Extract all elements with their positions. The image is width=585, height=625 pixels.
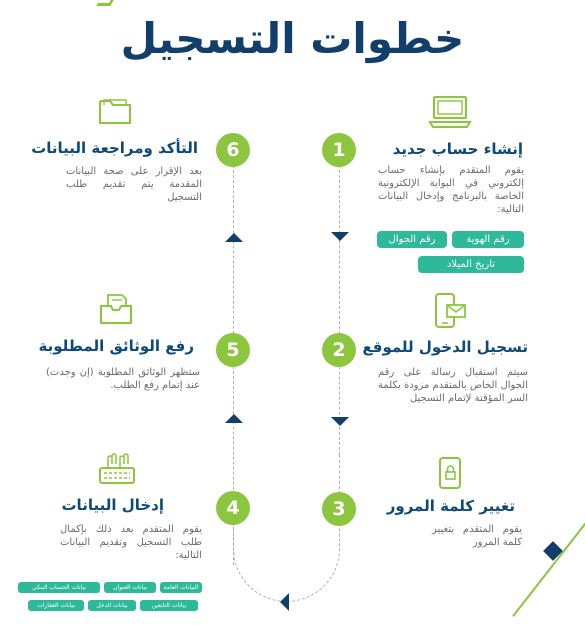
step-title-5: رفع الوثائق المطلوبة bbox=[38, 337, 194, 355]
step-desc-4: يقوم المتقدم بعد ذلك بإكمال طلب التسجيل وتقديم البيانات التالية: bbox=[60, 524, 202, 561]
arrow-up-icon bbox=[225, 414, 243, 423]
keyboard-icon bbox=[98, 452, 136, 486]
arrow-up-icon bbox=[225, 233, 243, 242]
tag-real-estate-data: بيانات العقارات bbox=[28, 600, 84, 611]
tag-birth-date: تاريخ الميلاد bbox=[418, 256, 524, 273]
step-number-5: 5 bbox=[216, 333, 250, 367]
step-title-6: التأكد ومراجعة البيانات bbox=[31, 139, 198, 157]
step-number-2: 2 bbox=[322, 333, 356, 367]
step-desc-1: يقوم المتقدم بإنشاء حساب إلكتروني في البوابة الإلكترونية الخاصة بالبرنامج وإدخال البيانات التالية: bbox=[378, 165, 524, 215]
arrow-down-icon bbox=[331, 417, 349, 426]
tag-general-data: البيانات العامة bbox=[160, 582, 202, 593]
folder-icon bbox=[98, 96, 132, 126]
page-title: خطوات التسجيل bbox=[120, 14, 465, 63]
step-title-1: إنشاء حساب جديد bbox=[392, 140, 523, 158]
arrow-down-icon bbox=[331, 232, 349, 241]
step-desc-6: بعد الإقرار على صحة البيانات المقدمة يتم تقديم طلب التسجيل bbox=[66, 166, 202, 203]
tag-dependents-data: بيانات التابعين bbox=[140, 600, 198, 611]
tag-mobile-number: رقم الجوال bbox=[377, 231, 447, 248]
tag-income-data: بيانات الدخل bbox=[88, 600, 136, 611]
step-number-1: 1 bbox=[322, 133, 356, 167]
connector-line-right bbox=[339, 165, 340, 455]
decorative-diamond-icon bbox=[543, 541, 563, 561]
connector-curve-bottom bbox=[233, 520, 340, 602]
tag-bank-account-data: بيانات الحساب البنكي bbox=[18, 582, 100, 593]
laptop-icon bbox=[428, 94, 472, 130]
decorative-chevron-icon bbox=[96, 0, 113, 6]
step-number-3: 3 bbox=[322, 492, 356, 526]
document-tray-icon bbox=[98, 292, 134, 326]
step-desc-5: ستظهر الوثائق المطلوبة (إن وجدت) عند إتمام رفع الطلب. bbox=[46, 367, 200, 391]
tag-address-data: بيانات العنوان bbox=[104, 582, 156, 593]
step-desc-2: سيتم استقبال رسالة على رقم الجوال الخاص بالمتقدم مزودة بكلمة السر المؤقتة لإتمام التسجيل bbox=[378, 367, 528, 404]
step-title-2: تسجيل الدخول للموقع bbox=[362, 338, 528, 356]
decorative-line-icon bbox=[512, 513, 585, 617]
phone-lock-icon bbox=[438, 456, 462, 490]
arrow-left-icon bbox=[280, 593, 289, 611]
step-title-3: تغيير كلمة المرور bbox=[386, 497, 515, 515]
tag-id-number: رقم الهوية bbox=[452, 231, 524, 248]
step-number-4: 4 bbox=[216, 491, 250, 525]
step-title-4: إدخال البيانات bbox=[61, 496, 164, 514]
step-desc-3: يقوم المتقدم بتغيير كلمة المرور bbox=[432, 524, 522, 548]
phone-message-icon bbox=[432, 292, 468, 330]
step-number-6: 6 bbox=[216, 133, 250, 167]
